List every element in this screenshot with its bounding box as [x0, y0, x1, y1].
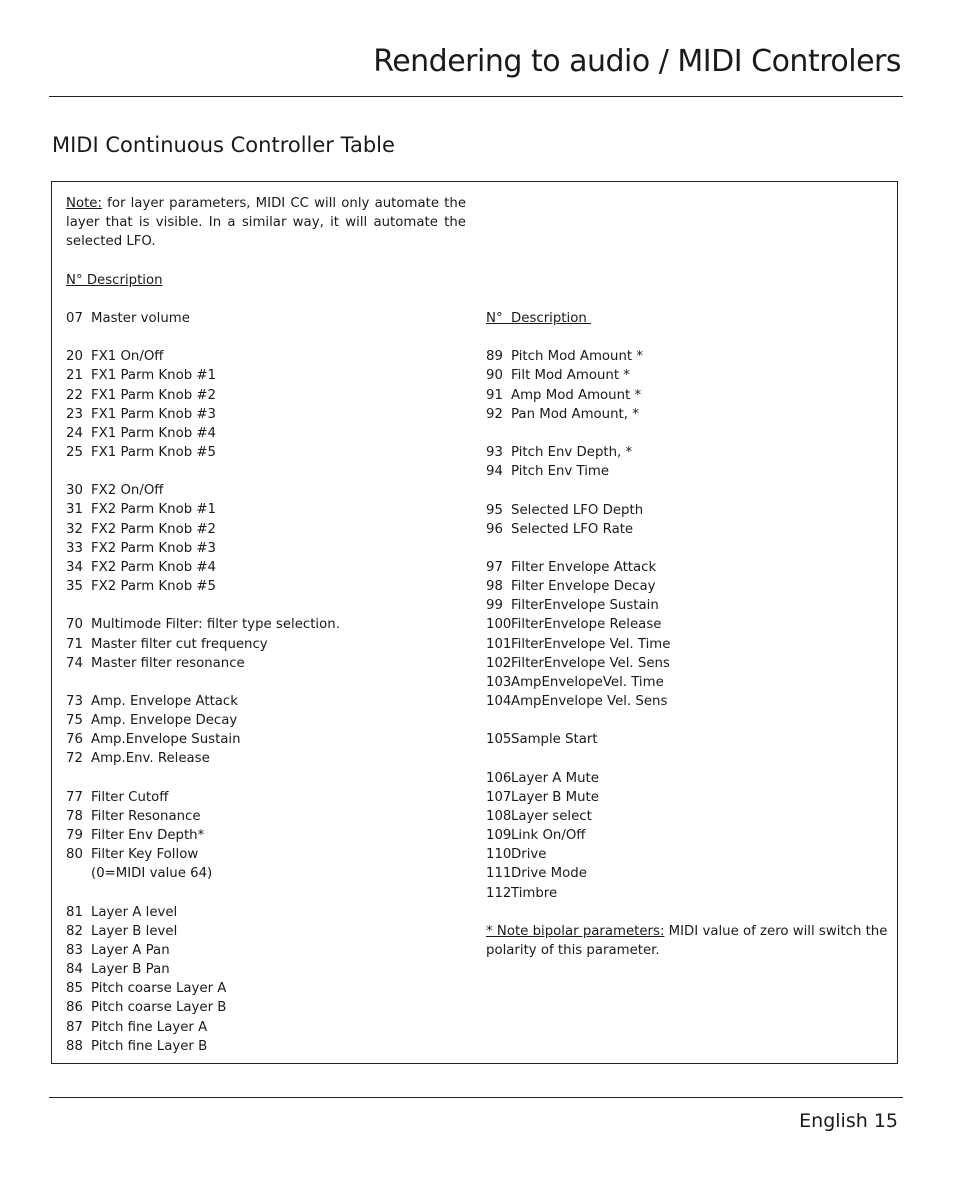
cc-number: 106	[486, 770, 512, 786]
cc-row	[486, 366, 891, 385]
cc-number: 110	[486, 847, 512, 863]
footer-rule	[49, 1097, 903, 1098]
cc-row	[66, 366, 466, 385]
cc-row	[486, 635, 891, 654]
cc-description: Drive Mode	[511, 866, 587, 882]
cc-row	[66, 405, 466, 424]
cc-number: 92	[486, 406, 503, 422]
cc-row	[66, 845, 466, 864]
cc-row	[66, 692, 466, 711]
cc-description: Filter Cutoff	[91, 789, 169, 805]
cc-row	[66, 922, 466, 941]
cc-description: Pitch Env Time	[511, 464, 610, 480]
cc-row	[486, 826, 891, 845]
cc-description: FX1 Parm Knob #2	[91, 387, 216, 403]
bipolar-note-label: * Note bipolar parameters:	[486, 923, 665, 939]
cc-description: FX1 Parm Knob #1	[91, 368, 216, 384]
cc-description: Filter Envelope Attack	[511, 559, 657, 575]
cc-row	[66, 979, 466, 998]
section-title: MIDI Continuous Controller Table	[52, 133, 395, 157]
cc-description: Pitch fine Layer B	[91, 1038, 208, 1054]
layer-note	[66, 194, 466, 251]
cc-description: Layer B Mute	[511, 789, 599, 805]
cc-description: Layer A Pan	[91, 942, 170, 958]
cc-row	[486, 596, 891, 615]
cc-description: Filter Resonance	[91, 808, 201, 824]
cc-number: 74	[66, 655, 83, 671]
note-text: for layer parameters, MIDI CC will only automate the layer that is visible. In a similar way, it will automate the selected LFO.	[66, 196, 466, 250]
cc-number: 87	[66, 1019, 83, 1035]
cc-description: Multimode Filter: filter type selection.	[91, 617, 340, 633]
cc-description: FX1 Parm Knob #4	[91, 425, 216, 441]
cc-description: Amp.Envelope Sustain	[91, 732, 241, 748]
controller-table-box	[51, 181, 898, 1064]
cc-number: 24	[66, 425, 83, 441]
cc-number: 89	[486, 349, 503, 365]
cc-description: FilterEnvelope Sustain	[511, 598, 659, 614]
cc-number: 31	[66, 502, 83, 518]
cc-description: Selected LFO Depth	[511, 502, 644, 518]
cc-description: FX2 On/Off	[91, 483, 164, 499]
note-label: Note:	[66, 196, 102, 211]
cc-row	[486, 673, 891, 692]
cc-row	[66, 520, 466, 539]
cc-row	[66, 711, 466, 730]
cc-description: Pitch Env Depth, *	[511, 445, 633, 461]
cc-description: FilterEnvelope Vel. Sens	[511, 655, 670, 671]
cc-description: Drive	[511, 847, 547, 863]
cc-description: Amp. Envelope Decay	[91, 713, 238, 729]
left-column-header: N° Description	[66, 272, 163, 288]
cc-number: 112	[486, 885, 512, 901]
cc-description: Amp.Env. Release	[91, 751, 210, 767]
cc-row	[66, 941, 466, 960]
cc-row	[486, 864, 891, 883]
cc-description: Layer select	[511, 808, 592, 824]
cc-description: Layer B level	[91, 923, 178, 939]
cc-row	[66, 654, 466, 673]
cc-row	[486, 462, 891, 481]
cc-description: FX2 Parm Knob #3	[91, 540, 216, 556]
cc-description: AmpEnvelope Vel. Sens	[511, 694, 668, 710]
cc-number: 102	[486, 655, 512, 671]
cc-number: 32	[66, 521, 83, 537]
cc-row	[486, 788, 891, 807]
bipolar-note	[486, 922, 891, 960]
cc-number: 22	[66, 387, 83, 403]
page-title: Rendering to audio / MIDI Controlers	[373, 44, 901, 79]
cc-description: Filt Mod Amount *	[511, 368, 630, 384]
cc-row	[486, 730, 891, 749]
cc-number: 108	[486, 808, 512, 824]
cc-number: 34	[66, 559, 83, 575]
cc-number: 104	[486, 694, 512, 710]
cc-row	[66, 807, 466, 826]
cc-description: FX2 Parm Knob #5	[91, 579, 216, 595]
right-cc-list	[486, 347, 891, 902]
cc-row	[66, 577, 466, 596]
bipolar-note-text: MIDI value of zero will switch the polarity of this parameter.	[486, 923, 888, 959]
cc-number: 100	[486, 617, 512, 633]
cc-row	[486, 884, 891, 903]
cc-number: 105	[486, 732, 512, 748]
cc-number: 21	[66, 368, 83, 384]
cc-row	[486, 347, 891, 366]
cc-description: Master filter resonance	[91, 655, 245, 671]
cc-number: 98	[486, 579, 503, 595]
cc-row	[66, 424, 466, 443]
cc-number: 96	[486, 521, 503, 537]
cc-number: 88	[66, 1038, 83, 1054]
left-cc-list	[66, 309, 466, 1056]
cc-row	[66, 386, 466, 405]
cc-description: FX1 On/Off	[91, 349, 164, 365]
cc-number: 83	[66, 942, 83, 958]
key-follow-note: (0=MIDI value 64)	[91, 866, 213, 882]
cc-number: 79	[66, 828, 83, 844]
cc-number: 107	[486, 789, 512, 805]
cc-row	[66, 960, 466, 979]
cc-number: 94	[486, 464, 503, 480]
cc-number: 81	[66, 904, 83, 920]
cc-description: Layer A Mute	[511, 770, 599, 786]
cc-number: 77	[66, 789, 83, 805]
cc-description: Pitch Mod Amount *	[511, 349, 644, 365]
cc-description: FX2 Parm Knob #4	[91, 559, 216, 575]
cc-number: 35	[66, 579, 83, 595]
cc-description: Filter Envelope Decay	[511, 579, 656, 595]
cc-row	[486, 654, 891, 673]
cc-row	[66, 998, 466, 1017]
cc-description: Timbre	[511, 885, 558, 901]
cc-row	[66, 730, 466, 749]
cc-number: 86	[66, 1000, 83, 1016]
cc-row	[66, 788, 466, 807]
cc-row	[486, 501, 891, 520]
cc-number: 20	[66, 349, 83, 365]
right-column-header: N° Description	[486, 311, 592, 326]
cc-number: 80	[66, 847, 83, 863]
cc-row	[66, 635, 466, 654]
cc-description: Layer A level	[91, 904, 178, 920]
cc-number: 25	[66, 444, 83, 460]
right-column	[486, 309, 891, 960]
cc-row	[66, 903, 466, 922]
cc-number: 91	[486, 387, 503, 403]
cc-row	[486, 845, 891, 864]
cc-row	[486, 520, 891, 539]
cc-number: 07	[66, 310, 83, 326]
cc-description: FilterEnvelope Release	[511, 617, 662, 633]
cc-description: Pan Mod Amount, *	[511, 406, 639, 422]
cc-row	[66, 826, 466, 845]
cc-number: 73	[66, 693, 83, 709]
header-rule	[49, 96, 903, 97]
cc-row	[486, 405, 891, 424]
cc-number: 82	[66, 923, 83, 939]
cc-number: 111	[486, 866, 512, 882]
cc-number: 71	[66, 636, 83, 652]
cc-number: 109	[486, 828, 512, 844]
cc-description: Sample Start	[511, 732, 598, 748]
cc-row	[66, 347, 466, 366]
cc-row	[486, 615, 891, 634]
cc-description: FX1 Parm Knob #5	[91, 444, 216, 460]
cc-number: 84	[66, 962, 83, 978]
cc-row	[66, 309, 466, 328]
cc-description: Pitch coarse Layer A	[91, 981, 227, 997]
cc-row	[66, 481, 466, 500]
cc-description: Layer B Pan	[91, 962, 170, 978]
cc-row	[486, 386, 891, 405]
cc-row	[486, 577, 891, 596]
cc-number: 103	[486, 674, 512, 690]
cc-row	[66, 1018, 466, 1037]
cc-number: 78	[66, 808, 83, 824]
cc-row	[486, 769, 891, 788]
cc-description: Master filter cut frequency	[91, 636, 268, 652]
cc-number: 95	[486, 502, 503, 518]
cc-number: 70	[66, 617, 83, 633]
cc-description: Amp Mod Amount *	[511, 387, 642, 403]
cc-row	[66, 1037, 466, 1056]
cc-number: 93	[486, 445, 503, 461]
cc-description: Filter Key Follow	[91, 847, 199, 863]
cc-description: Selected LFO Rate	[511, 521, 634, 537]
cc-number: 30	[66, 483, 83, 499]
cc-number: 72	[66, 751, 83, 767]
cc-number: 33	[66, 540, 83, 556]
page-number: English 15	[799, 1110, 898, 1132]
cc-row	[486, 558, 891, 577]
cc-description: AmpEnvelopeVel. Time	[511, 674, 664, 690]
left-column	[66, 194, 466, 1056]
cc-description: Master volume	[91, 310, 190, 326]
cc-description: FilterEnvelope Vel. Time	[511, 636, 671, 652]
cc-number: 99	[486, 598, 503, 614]
cc-row	[66, 615, 466, 634]
cc-description: Link On/Off	[511, 828, 586, 844]
cc-description: FX2 Parm Knob #1	[91, 502, 216, 518]
cc-description: FX1 Parm Knob #3	[91, 406, 216, 422]
cc-number: 101	[486, 636, 512, 652]
cc-row	[66, 500, 466, 519]
cc-row	[66, 749, 466, 768]
cc-row	[486, 692, 891, 711]
cc-description: Pitch coarse Layer B	[91, 1000, 227, 1016]
cc-number: 75	[66, 713, 83, 729]
cc-row	[66, 558, 466, 577]
cc-number: 85	[66, 981, 83, 997]
cc-number: 97	[486, 559, 503, 575]
cc-description: Filter Env Depth*	[91, 828, 205, 844]
cc-description: Pitch fine Layer A	[91, 1019, 208, 1035]
cc-row	[486, 443, 891, 462]
cc-row	[66, 539, 466, 558]
cc-number: 76	[66, 732, 83, 748]
cc-row	[66, 443, 466, 462]
cc-number: 23	[66, 406, 83, 422]
cc-description: Amp. Envelope Attack	[91, 693, 238, 709]
cc-row	[486, 807, 891, 826]
cc-description: FX2 Parm Knob #2	[91, 521, 216, 537]
cc-number: 90	[486, 368, 503, 384]
